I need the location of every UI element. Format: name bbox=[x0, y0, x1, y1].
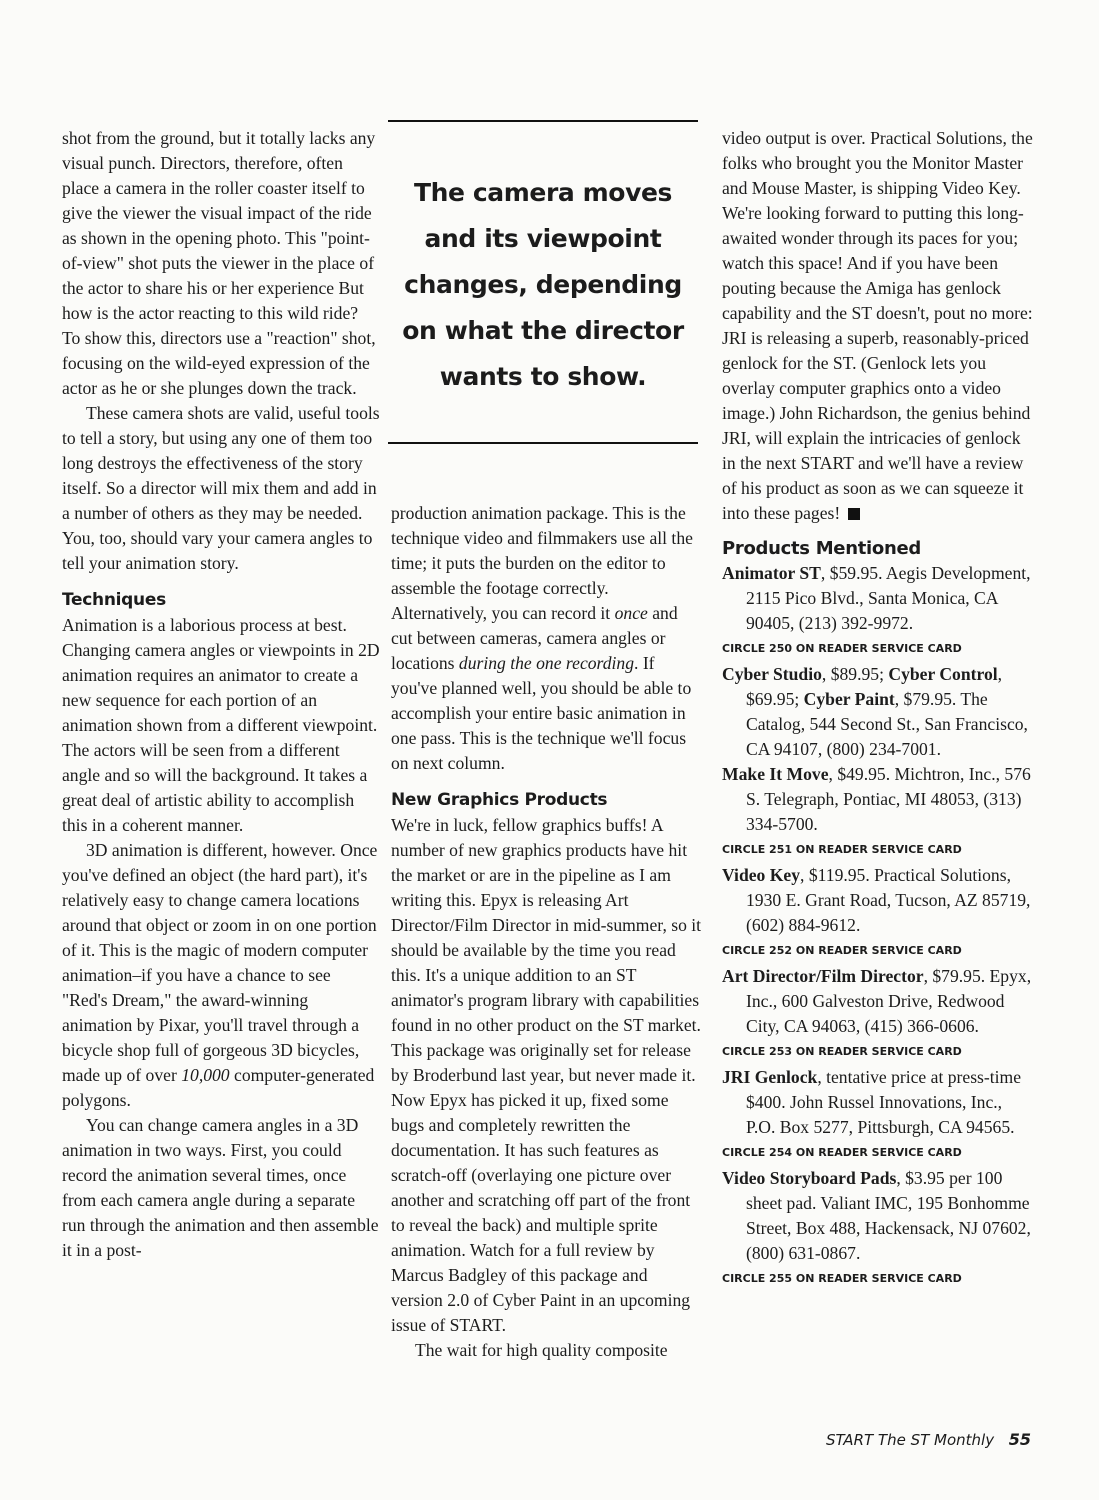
product-list bbox=[722, 561, 1034, 1292]
reader-service-note: CIRCLE 251 ON READER SERVICE CARD bbox=[722, 843, 962, 856]
pull-quote-bottom-rule bbox=[388, 442, 698, 444]
section-heading-techniques: Techniques bbox=[62, 590, 166, 610]
product-entry: Animator ST, $59.95. Aegis Development, 2115 Pico Blvd., Santa Monica, CA 90405, (213) 392-9972. bbox=[722, 563, 1031, 633]
paragraph: video output is over. Practical Solutions, the folks who brought you the Monitor Master and Mouse Master, is shipping Video Key. We're looking forward to putting this long-awaited wonder through its paces for you; watch this space! And if you have been pouting because the Amiga has genlock capability and the ST doesn't, pout no more: JRI is releasing a superb, reasonably-priced genlock for the ST. (Genlock lets you overlay computer graphics onto a video image.) John Richardson, the genius behind JRI, will explain the intricacies of genlock in the next START and we'll have a review of his product as soon as we can squeeze it into these pages! bbox=[722, 128, 1033, 523]
paragraph: You can change camera angles in a 3D animation in two ways. First, you could record the animation several times, once from each camera angle during a separate run through the animation and then assemble it in a post- bbox=[62, 1115, 379, 1260]
page-footer bbox=[826, 1428, 1031, 1454]
end-mark-icon bbox=[848, 508, 860, 520]
paragraph: These camera shots are valid, useful tools to tell a story, but using any one of them too long destroys the effectiveness of the story itself. So a director will mix them and add in a number of others as they may be needed. You, too, should vary your camera angles to tell your animation story. bbox=[62, 403, 380, 573]
paragraph: production animation package. This is the technique video and filmmakers use all the time; it puts the burden on the editor to assemble the footage correctly. Alternatively, you can record it once and cut between cameras, camera angles or locations during the one recording. If you've planned well, you should be able to accomplish your entire basic animation in one pass. This is the technique we'll focus on next column. bbox=[391, 503, 693, 773]
product-entry: JRI Genlock, tentative price at press-time $400. John Russel Innovations, Inc., P.O. Box 5277, Pittsburgh, CA 94565. bbox=[722, 1067, 1022, 1137]
reader-service-note: CIRCLE 252 ON READER SERVICE CARD bbox=[722, 944, 962, 957]
section-heading-products-mentioned: Products Mentioned bbox=[722, 538, 921, 559]
reader-service-note: CIRCLE 255 ON READER SERVICE CARD bbox=[722, 1272, 962, 1285]
reader-service-note: CIRCLE 250 ON READER SERVICE CARD bbox=[722, 642, 962, 655]
pull-quote-text: The camera moves and its viewpoint changes, depending on what the director wants to show. bbox=[402, 178, 684, 391]
paragraph: Animation is a laborious process at best. Changing camera angles or viewpoints in 2D animation requires an animator to create a new sequence for each portion of an animation shown from a different viewpoint. The actors will be seen from a different angle and so will the background. It takes a great deal of artistic ability to accomplish this in a coherent manner. bbox=[62, 615, 380, 835]
product-entry: Cyber Studio, $89.95; Cyber Control, $69.95; Cyber Paint, $79.95. The Catalog, 544 Second St., San Francisco, CA 94107, (800) 234-7001. bbox=[722, 664, 1028, 759]
product-entry: Make It Move, $49.95. Michtron, Inc., 576 S. Telegraph, Pontiac, MI 48053, (313) 334-5700. bbox=[722, 764, 1031, 834]
reader-service-note: CIRCLE 254 ON READER SERVICE CARD bbox=[722, 1146, 962, 1159]
column-2 bbox=[391, 501, 703, 1363]
column-1 bbox=[62, 126, 380, 1263]
product-entry: Art Director/Film Director, $79.95. Epyx, Inc., 600 Galveston Drive, Redwood City, CA 94063, (415) 366-0606. bbox=[722, 966, 1032, 1036]
reader-service-note: CIRCLE 253 ON READER SERVICE CARD bbox=[722, 1045, 962, 1058]
paragraph: 3D animation is different, however. Once you've defined an object (the hard part), it's relatively easy to change camera locations around that object or zoom in on one portion of it. This is the magic of modern computer animation–if you have a chance to see "Red's Dream," the award-winning animation by Pixar, you'll travel through a bicycle shop full of gorgeous 3D bicycles, made up of over 10,000 computer-generated polygons. bbox=[62, 840, 378, 1110]
paragraph: shot from the ground, but it totally lacks any visual punch. Directors, therefore, often place a camera in the roller coaster itself to give the viewer the visual impact of the ride as shown in the opening photo. This "point-of-view" shot puts the viewer in the place of the actor to share his or her experience But how is the actor reacting to this wild ride? To show this, directors use a "reaction" shot, focusing on the wild-eyed expression of the actor as he or she plunges down the track. bbox=[62, 128, 376, 398]
product-entry: Video Storyboard Pads, $3.95 per 100 sheet pad. Valiant IMC, 195 Bonhomme Street, Box 488, Hackensack, NJ 07602, (800) 631-0867. bbox=[722, 1168, 1031, 1263]
emphasis: 10,000 bbox=[181, 1065, 230, 1085]
product-entry: Video Key, $119.95. Practical Solutions, 1930 E. Grant Road, Tucson, AZ 85719, (602) 884-9612. bbox=[722, 865, 1031, 935]
page-number: 55 bbox=[1008, 1430, 1031, 1449]
column-3 bbox=[722, 126, 1034, 1292]
pull-quote-top-rule bbox=[388, 120, 698, 122]
paragraph: The wait for high quality composite bbox=[415, 1340, 668, 1360]
magazine-name: START The ST Monthly bbox=[826, 1431, 995, 1449]
section-heading-new-graphics-products: New Graphics Products bbox=[391, 790, 608, 810]
paragraph: We're in luck, fellow graphics buffs! A number of new graphics products have hit the market or are in the pipeline as I am writing this. Epyx is releasing Art Director/Film Director in mid-summer, so it should be available by the time you read this. It's a unique addition to an ST animator's program library with capabilities found in no other product on the ST market. This package was originally set for release by Broderbund last year, but never made it. Now Epyx has picked it up, fixed some bugs and completely rewritten the documentation. It has such features as scratch-off (overlaying one picture over another and scratching off part of the front to reveal the back) and multiple sprite animation. Watch for a full review by Marcus Badgley of this package and version 2.0 of Cyber Paint in an upcoming issue of START. bbox=[391, 815, 702, 1335]
pull-quote bbox=[388, 120, 698, 445]
